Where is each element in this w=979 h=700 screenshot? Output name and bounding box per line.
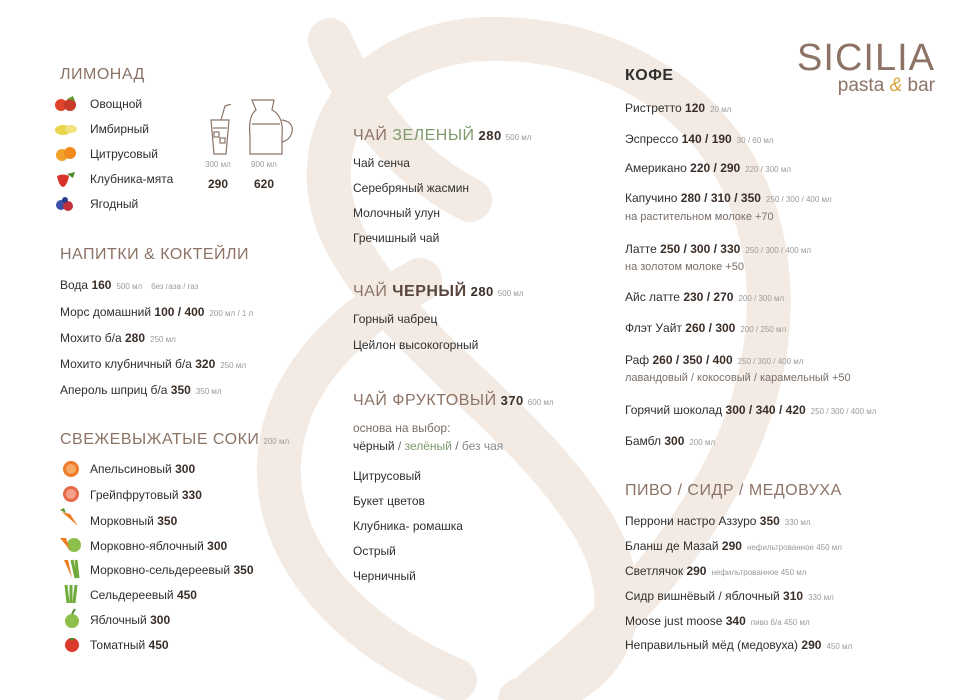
green-tea-title: [353, 127, 531, 145]
coffee-item: [625, 434, 715, 448]
beer-price: 290: [721, 539, 742, 553]
beer-price: 290: [801, 638, 822, 652]
lemonade-title: ЛИМОНАД: [60, 66, 145, 83]
beer-price: 350: [759, 514, 780, 528]
coffee-volume: 250 / 300 / 400 мл: [765, 195, 832, 204]
drink-price: 280: [124, 331, 145, 345]
black-tea-item: Цейлон высокогорный: [353, 338, 479, 352]
logo-name: SICILIA: [797, 37, 935, 79]
coffee-price: 300: [715, 321, 736, 335]
drink-name: Мохито клубничный б/а: [60, 357, 192, 371]
juice-name: Морковно-сельдереевый: [90, 563, 231, 577]
drink-name: Морс домашний: [60, 305, 152, 319]
juices-title-text: СВЕЖЕВЫЖАТЫЕ СОКИ: [60, 431, 260, 448]
coffee-volume: 20 мл: [710, 105, 732, 114]
coffee-note: на растительном молоке +70: [625, 211, 774, 223]
juice-price: 330: [181, 488, 202, 502]
berries-icon: [53, 195, 79, 213]
coffee-price: 290: [720, 161, 741, 175]
carrot-apple-icon: [58, 534, 84, 554]
green-tea-price: 280: [478, 128, 502, 143]
celery-icon: [60, 583, 82, 605]
coffee-price: 350: [740, 191, 761, 205]
juice-item: [90, 563, 254, 577]
juice-item: [90, 539, 227, 553]
coffee-item: Айс латте 230 / 270 200 / 300 мл: [625, 290, 785, 304]
drink-name: Вода: [60, 278, 89, 292]
black-tea-price: 280: [470, 284, 494, 299]
coffee-price: 300: [664, 434, 685, 448]
juice-item: [90, 613, 170, 627]
juice-name: Яблочный: [90, 613, 147, 627]
drink-item: [60, 357, 246, 371]
drink-price: 160: [91, 278, 112, 292]
logo-subtitle: [790, 77, 935, 95]
coffee-price: 120: [685, 101, 706, 115]
coffee-title: КОФЕ: [625, 67, 674, 84]
glass-volume: 300 мл: [205, 160, 231, 169]
juice-name: Томатный: [90, 638, 146, 652]
black-tea-title: [353, 283, 524, 301]
juice-price: 300: [175, 462, 196, 476]
juice-price: 450: [176, 588, 197, 602]
coffee-name: Ристретто: [625, 101, 682, 115]
drink-name: Мохито б/а: [60, 331, 122, 345]
green-tea-volume: 500 мл: [505, 133, 532, 142]
strawberry-mint-icon: [53, 170, 79, 188]
jug-icon: [244, 96, 296, 158]
coffee-item: Капучино 280 / 310 / 350 250 / 300 / 400 мл: [625, 191, 832, 205]
beer-item: [625, 638, 852, 652]
lemonade-item: Клубника-мята: [90, 172, 174, 186]
drink-volume: 350 мл: [195, 387, 222, 396]
coffee-note: лавандовый / кокосовый / карамельный +50: [625, 372, 851, 384]
coffee-volume: 250 / 300 / 400 мл: [737, 357, 804, 366]
coffee-price: 300: [690, 242, 711, 256]
carrot-celery-icon: [58, 558, 84, 580]
beer-volume: нефильтрованное 450 мл: [746, 543, 842, 552]
brand-logo: [790, 38, 935, 95]
beer-name: Moose just moose: [625, 614, 723, 628]
juice-item: [90, 588, 197, 602]
coffee-note: на золотом молоке +50: [625, 261, 744, 273]
coffee-item: Раф 260 / 350 / 400 250 / 300 / 400 мл: [625, 353, 804, 367]
fruit-tea-item: Черничный: [353, 569, 416, 583]
logo-ampersand: &: [889, 75, 903, 96]
beer-volume: 450 мл: [826, 642, 853, 651]
coffee-item: Флэт Уайт 260 / 300 200 / 250 мл: [625, 321, 787, 335]
coffee-volume: 250 / 300 / 400 мл: [745, 246, 812, 255]
coffee-item: Эспрессо 140 / 190 30 / 60 мл: [625, 132, 774, 146]
juices-volume: 200 мл: [263, 437, 290, 446]
drink-item: [60, 383, 222, 397]
coffee-volume: 200 мл: [689, 438, 716, 447]
glass-price: 290: [208, 177, 229, 191]
beer-price: 340: [725, 614, 746, 628]
coffee-name: Капучино: [625, 191, 678, 205]
coffee-price: 330: [720, 242, 741, 256]
coffee-item: [625, 101, 731, 115]
coffee-price: 300: [725, 403, 746, 417]
coffee-price: 270: [713, 290, 734, 304]
drink-volume: 250 мл: [220, 361, 247, 370]
coffee-price: 350: [682, 353, 703, 367]
juice-item: [90, 462, 195, 476]
base-separator: /: [394, 439, 405, 453]
coffee-price: 140: [681, 132, 702, 146]
citrus-icon: [53, 145, 79, 163]
beer-item: [625, 539, 842, 553]
black-tea-title-pre: ЧАЙ: [353, 283, 393, 300]
coffee-name: Бамбл: [625, 434, 661, 448]
coffee-volume: 200 / 250 мл: [740, 325, 787, 334]
juice-name: Апельсиновый: [90, 462, 172, 476]
coffee-name: Латте: [625, 242, 657, 256]
jug-price: 620: [254, 177, 275, 191]
coffee-item: Латте 250 / 300 / 330 250 / 300 / 400 мл: [625, 242, 812, 256]
drink-price: 320: [195, 357, 216, 371]
fruit-tea-base-options: [353, 439, 503, 453]
coffee-item: Американо 220 / 290 220 / 300 мл: [625, 161, 791, 175]
base-none: без чая: [461, 439, 504, 453]
juice-price: 350: [157, 514, 178, 528]
fruit-tea-title-text: ЧАЙ ФРУКТОВЫЙ: [353, 392, 497, 409]
beer-name: Бланш де Мазай: [625, 539, 719, 553]
base-separator: /: [451, 439, 462, 453]
apple-icon: [62, 608, 82, 630]
beer-item: [625, 614, 810, 628]
green-tea-title-accent: ЗЕЛЕНЫЙ: [392, 127, 475, 144]
lemonade-item: Овощной: [90, 97, 143, 111]
glass-icon: [205, 104, 235, 156]
beer-volume: пиво б/а 450 мл: [750, 618, 810, 627]
fruit-tea-base-label: основа на выбор:: [353, 421, 451, 435]
fruit-tea-item: Букет цветов: [353, 494, 425, 508]
fruit-tea-title: [353, 392, 554, 410]
black-tea-item: Горный чабрец: [353, 312, 438, 326]
beer-price: 310: [783, 589, 804, 603]
logo-sub-pasta: pasta: [837, 75, 890, 96]
ginger-lemon-icon: [53, 120, 79, 138]
fruit-tea-volume: 600 мл: [527, 398, 554, 407]
jug-volume: 900 мл: [251, 160, 277, 169]
drink-item: [60, 278, 198, 292]
coffee-volume: 200 / 300 мл: [738, 294, 785, 303]
fruit-tea-price: 370: [500, 393, 524, 408]
base-black: чёрный: [353, 439, 395, 453]
carrot-icon: [58, 508, 84, 530]
green-tea-item: Чай сенча: [353, 156, 410, 170]
beer-name: Светлячок: [625, 564, 684, 578]
beer-volume: нефильтрованное 450 мл: [711, 568, 807, 577]
orange-icon: [60, 459, 82, 479]
coffee-price: 420: [785, 403, 806, 417]
juice-name: Сельдереевый: [90, 588, 174, 602]
coffee-price: 310: [710, 191, 731, 205]
coffee-price: 190: [711, 132, 732, 146]
juice-item: [90, 514, 177, 528]
base-green: зелёный: [404, 439, 452, 453]
coffee-price: 400: [712, 353, 733, 367]
coffee-price: 260: [685, 321, 706, 335]
fruit-tea-item: Острый: [353, 544, 396, 558]
drinks-title: НАПИТКИ & КОКТЕЙЛИ: [60, 246, 250, 263]
juices-title: [60, 431, 289, 449]
coffee-name: Горячий шоколад: [625, 403, 723, 417]
drink-item: [60, 305, 253, 319]
coffee-name: Раф: [625, 353, 650, 367]
juice-name: Морковный: [90, 514, 154, 528]
coffee-volume: 220 / 300 мл: [745, 165, 791, 174]
tomato-basil-icon: [53, 95, 79, 113]
coffee-price: 220: [690, 161, 711, 175]
lemonade-item: Имбирный: [90, 122, 149, 136]
green-tea-item: Серебряный жасмин: [353, 181, 470, 195]
black-tea-volume: 500 мл: [497, 289, 524, 298]
coffee-price: 280: [680, 191, 701, 205]
coffee-name: Флэт Уайт: [625, 321, 682, 335]
juice-item: [90, 638, 169, 652]
coffee-item: Горячий шоколад 300 / 340 / 420 250 / 300 / 400 мл: [625, 403, 877, 417]
drink-volume: 500 мл без газа / газ: [116, 282, 199, 291]
drink-price: 100 / 400: [154, 305, 205, 319]
coffee-name: Эспрессо: [625, 132, 679, 146]
tomato-icon: [62, 634, 82, 654]
beer-name: Сидр вишнёвый / яблочный: [625, 589, 780, 603]
green-tea-title-pre: ЧАЙ: [353, 127, 393, 144]
juice-name: Морковно-яблочный: [90, 539, 204, 553]
coffee-price: 250: [660, 242, 681, 256]
drink-volume: 250 мл: [150, 335, 176, 344]
juice-price: 300: [150, 613, 171, 627]
green-tea-item: Молочный улун: [353, 206, 440, 220]
beer-item: [625, 564, 806, 578]
beer-volume: 330 мл: [784, 518, 811, 527]
beer-title: ПИВО / СИДР / МЕДОВУХА: [625, 482, 842, 499]
beer-name: Перрони настро Аззуро: [625, 514, 757, 528]
logo-sub-bar: bar: [902, 75, 935, 96]
drink-volume: 200 мл / 1 л: [209, 309, 254, 318]
coffee-volume: 30 / 60 мл: [736, 136, 774, 145]
black-tea-title-accent: ЧЕРНЫЙ: [392, 283, 467, 300]
lemonade-item: Ягодный: [90, 197, 139, 211]
juice-name: Грейпфрутовый: [90, 488, 179, 502]
coffee-price: 260: [652, 353, 673, 367]
beer-name: Неправильный мёд (медовуха): [625, 638, 799, 652]
fruit-tea-item: Клубника- ромашка: [353, 519, 463, 533]
coffee-price: 340: [755, 403, 776, 417]
beer-volume: 330 мл: [808, 593, 834, 602]
juice-price: 350: [233, 563, 254, 577]
coffee-volume: 250 / 300 / 400 мл: [810, 407, 877, 416]
coffee-name: Американо: [625, 161, 687, 175]
lemonade-item: Цитрусовый: [90, 147, 158, 161]
drink-name: Апероль шприц б/а: [60, 383, 168, 397]
coffee-price: 230: [683, 290, 704, 304]
beer-item: [625, 589, 834, 603]
beer-price: 290: [686, 564, 707, 578]
green-tea-item: Гречишный чай: [353, 231, 440, 245]
juice-price: 450: [148, 638, 169, 652]
beer-item: [625, 514, 811, 528]
juice-price: 300: [207, 539, 228, 553]
coffee-name: Айс латте: [625, 290, 680, 304]
drink-item: [60, 331, 176, 345]
drink-price: 350: [170, 383, 191, 397]
grapefruit-icon: [60, 484, 82, 504]
fruit-tea-item: Цитрусовый: [353, 469, 421, 483]
juice-item: [90, 488, 202, 502]
